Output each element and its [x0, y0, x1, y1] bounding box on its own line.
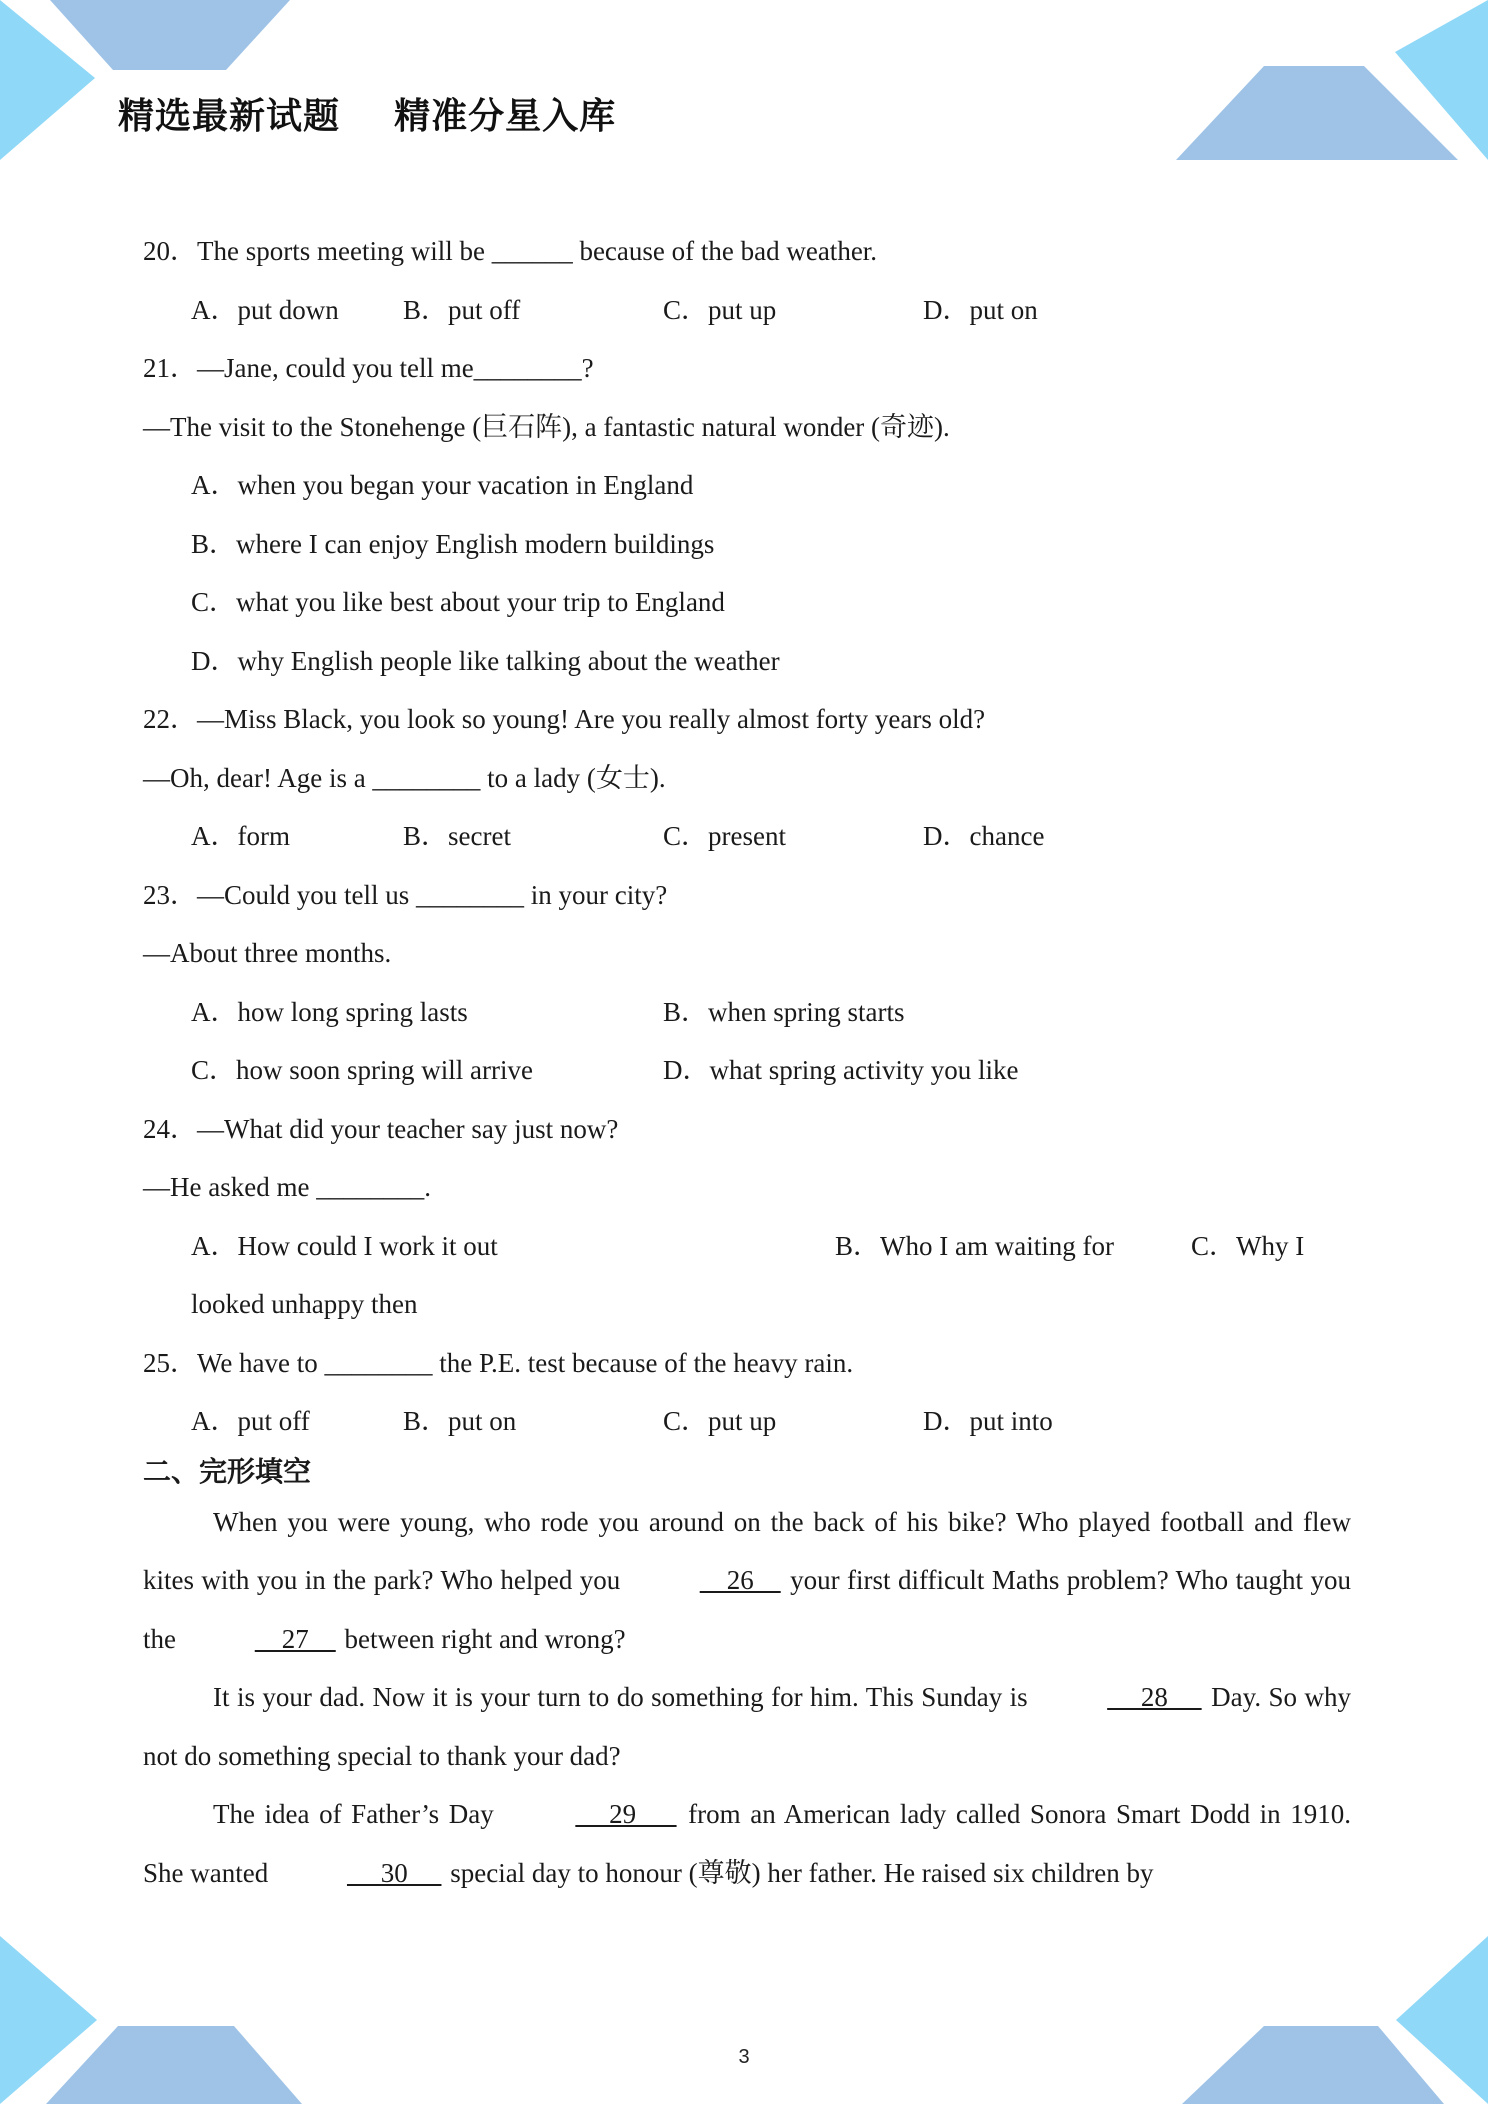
question-stem: 22．—Miss Black, you look so young! Are you really almost forty years old?: [143, 704, 986, 734]
corner-trapezoid-top-right: [1176, 66, 1458, 160]
option-row: [143, 632, 1351, 691]
option-b: B．when spring starts: [663, 996, 905, 1027]
question-response: —Oh, dear! Age is a ________ to a lady (女士).: [143, 762, 666, 793]
question-stem: 24．—What did your teacher say just now?: [143, 1113, 619, 1144]
option-a: A．put off: [191, 1406, 310, 1436]
option-row: [143, 1041, 1351, 1100]
question-response: —He asked me ________.: [143, 1172, 431, 1202]
option-a: A．form: [191, 821, 290, 851]
cloze-paragraph-3: [143, 1785, 1351, 1902]
option-row: [143, 1275, 1351, 1334]
question-stem: 20．The sports meeting will be ______ because of the bad weather.: [143, 236, 878, 266]
option-row: [143, 1392, 1351, 1451]
option-b: B．where I can enjoy English modern buildings: [191, 528, 715, 559]
question-21: [143, 339, 1351, 690]
blank-27: 27: [254, 1623, 336, 1654]
paragraph-text: your first difficult Maths problem? Who taught you the: [143, 1565, 1351, 1654]
question-20: [143, 222, 1351, 339]
option-row: [143, 1217, 1351, 1276]
option-c: C．what you like best about your trip to England: [191, 587, 725, 617]
page-number: 3: [738, 2046, 750, 2068]
paragraph-text: between right and wrong?: [337, 1623, 626, 1654]
question-25: [143, 1334, 1351, 1451]
question-stem: 21．—Jane, could you tell me________?: [143, 353, 594, 383]
paragraph-text: special day to honour (尊敬) her father. He raised six children by: [443, 1857, 1154, 1888]
option-d: D．what spring activity you like: [663, 1055, 1019, 1085]
option-c: C．how soon spring will arrive: [191, 1055, 533, 1085]
option-c: C．put up: [663, 1406, 777, 1436]
page-content: [143, 222, 1351, 1902]
question-stem: 25．We have to ________ the P.E. test because of the heavy rain.: [143, 1347, 854, 1378]
cloze-paragraph-2: [143, 1668, 1351, 1785]
option-c: C．present: [663, 821, 786, 851]
question-stem: 23．—Could you tell us ________ in your city?: [143, 879, 668, 910]
blank-28: 28: [1107, 1682, 1202, 1712]
blank-29: 29: [575, 1799, 677, 1829]
option-row: [143, 281, 1351, 340]
question-response: —About three months.: [143, 938, 392, 968]
option-row: [143, 573, 1351, 632]
question-response: —The visit to the Stonehenge (巨石阵), a fantastic natural wonder (奇迹).: [143, 411, 950, 442]
option-d: D．why English people like talking about the weather: [191, 645, 780, 676]
paragraph-text: It is your dad. Now it is your turn to do something for him. This Sunday is: [213, 1682, 1036, 1712]
question-22: [143, 690, 1351, 866]
question-23: [143, 866, 1351, 1100]
option-a: A．when you began your vacation in England: [191, 470, 694, 500]
blank-26: 26: [699, 1565, 781, 1595]
corner-trapezoid-top-left: [50, 0, 290, 70]
option-b: B．put off: [403, 294, 521, 325]
option-d: D．chance: [923, 821, 1045, 851]
paragraph-text: The idea of Father’s Day: [213, 1799, 504, 1829]
option-a: A．put down: [191, 294, 339, 325]
option-c: C．put up: [663, 294, 777, 325]
option-row: [143, 515, 1351, 574]
option-b: B．secret: [403, 821, 511, 851]
option-c: C．Why I: [1191, 1230, 1305, 1261]
paragraph-text: When you were young, who rode you around on the back of his bike? Who played football and flew kites with you in the park? Who helped you: [143, 1506, 1351, 1595]
section-title: 二、完形填空: [143, 1454, 312, 1488]
option-c-continued: looked unhappy then: [191, 1289, 418, 1319]
question-24: [143, 1100, 1351, 1334]
option-a: A．How could I work it out: [191, 1230, 498, 1261]
option-d: D．put into: [923, 1406, 1053, 1436]
option-b: B．put on: [403, 1406, 517, 1436]
blank-30: 30: [346, 1857, 442, 1888]
header-title: 精选最新试题 精准分星入库: [118, 96, 617, 137]
option-row: [143, 807, 1351, 866]
option-a: A．how long spring lasts: [191, 996, 468, 1027]
option-b: B．Who I am waiting for: [835, 1230, 1114, 1261]
paragraph-text: Day. So why not do something special to thank your dad?: [143, 1682, 1351, 1771]
option-d: D．put on: [923, 294, 1038, 325]
cloze-paragraph-1: [143, 1493, 1351, 1669]
paragraph-text: from an American lady called Sonora Smart Dodd in 1910. She wanted: [143, 1799, 1351, 1888]
option-row: [143, 983, 1351, 1042]
option-row: [143, 456, 1351, 515]
